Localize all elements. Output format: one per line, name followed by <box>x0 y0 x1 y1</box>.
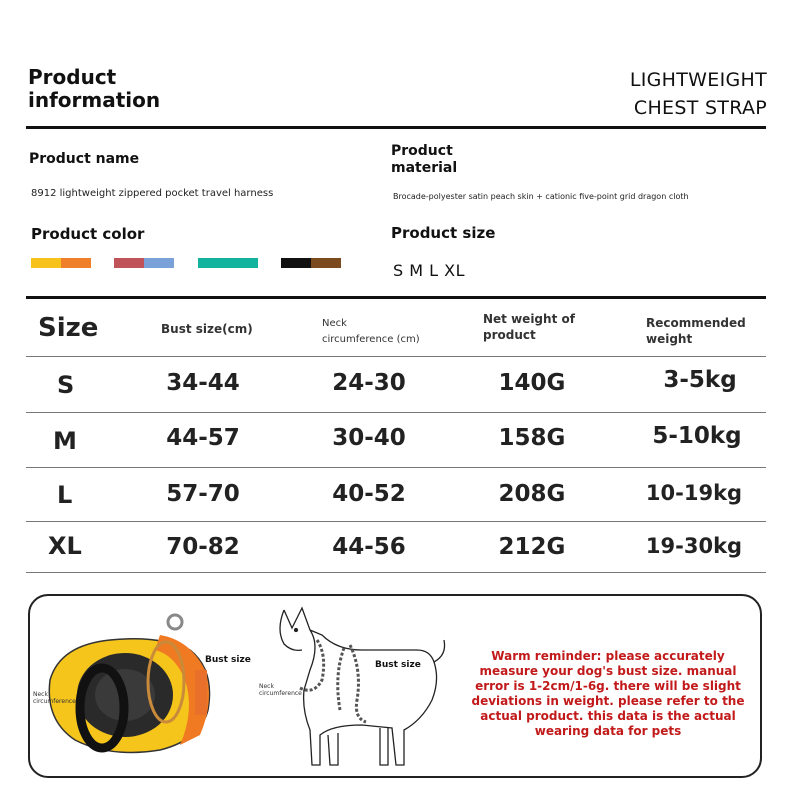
row-divider <box>26 356 766 357</box>
header-net-weight-line2: product <box>483 328 536 342</box>
swatch-blue <box>144 258 174 268</box>
table-row-recommended: 5-10kg <box>652 423 742 449</box>
tagline-line2: CHEST STRAP <box>633 97 767 119</box>
table-row-neck: 44-56 <box>332 534 406 560</box>
harness-neck-label-line2: circumference <box>33 698 76 705</box>
product-name-value: 8912 lightweight zippered pocket travel harness <box>31 188 274 199</box>
product-tagline <box>630 66 767 122</box>
color-swatch-4 <box>281 258 341 268</box>
header-recommended <box>646 315 746 347</box>
product-color-label: Product color <box>31 225 145 243</box>
header-neck-line2: circumference (cm) <box>322 334 420 345</box>
table-row-bust: 44-57 <box>166 425 240 451</box>
material-label-line1: Product <box>391 143 453 159</box>
header-net-weight <box>483 311 575 343</box>
product-material-label <box>391 143 457 177</box>
table-top-divider <box>26 296 766 299</box>
row-divider <box>26 412 766 413</box>
table-row-size: L <box>57 481 73 509</box>
header-bust: Bust size(cm) <box>161 322 253 336</box>
row-divider <box>26 521 766 522</box>
material-label-line2: material <box>391 160 458 176</box>
swatch-orange <box>61 258 91 268</box>
swatch-black <box>281 258 311 268</box>
table-row-neck: 30-40 <box>332 425 406 451</box>
header-recommended-line1: Recommended <box>646 316 746 330</box>
table-row-recommended: 3-5kg <box>663 367 737 393</box>
page-title-line1: Product <box>28 65 117 89</box>
header-divider <box>26 126 766 129</box>
swatch-teal-2 <box>228 258 258 268</box>
harness-illustration <box>40 610 230 760</box>
row-divider <box>26 572 766 573</box>
header-net-weight-line1: Net weight of <box>483 312 575 326</box>
table-row-size: S <box>57 371 75 399</box>
header-size: Size <box>38 313 99 343</box>
dog-neck-label-line2: circumference <box>259 690 302 697</box>
warm-reminder-text: Warm reminder: please accurately measure your dog's bust size. manual error is 1-2cm/1-6g. there will be slight deviations in weight. please refer to the actual product. this data is the actual wearing data for pets <box>471 649 745 738</box>
table-row-bust: 70-82 <box>166 534 240 560</box>
table-row-neck: 24-30 <box>332 370 406 396</box>
harness-neck-label-line1: Neck <box>33 691 48 698</box>
table-row-recommended: 19-30kg <box>645 534 743 558</box>
table-row-net-weight: 158G <box>498 425 566 451</box>
product-name-label: Product name <box>29 151 140 167</box>
row-divider <box>26 467 766 468</box>
harness-neck-label <box>33 691 76 705</box>
header-neck <box>322 316 420 348</box>
product-material-value: Brocade-polyester satin peach skin + cationic five-point grid dragon cloth <box>393 192 689 201</box>
page-title <box>28 66 160 112</box>
page-title-line2: information <box>28 88 161 112</box>
color-swatch-3 <box>198 258 258 268</box>
product-size-label: Product size <box>391 224 496 242</box>
tagline-line1: LIGHTWEIGHT <box>629 69 767 91</box>
table-row-size: M <box>53 427 77 455</box>
table-row-net-weight: 140G <box>498 370 566 396</box>
dog-neck-label <box>259 683 302 697</box>
swatch-brown <box>311 258 341 268</box>
table-row-recommended: 10-19kg <box>645 481 743 505</box>
product-size-value: S M L XL <box>393 261 466 280</box>
harness-bust-label: Bust size <box>205 655 251 665</box>
swatch-teal <box>198 258 228 268</box>
table-row-size: XL <box>48 532 82 560</box>
dog-neck-label-line1: Neck <box>259 683 274 690</box>
header-recommended-line2: weight <box>646 332 693 346</box>
dog-bust-label: Bust size <box>375 660 421 670</box>
header-neck-line1: Neck <box>322 318 347 329</box>
table-row-bust: 57-70 <box>166 481 240 507</box>
table-row-bust: 34-44 <box>166 370 240 396</box>
table-row-neck: 40-52 <box>332 481 406 507</box>
swatch-red <box>114 258 144 268</box>
color-swatch-2 <box>114 258 174 268</box>
swatch-yellow <box>31 258 61 268</box>
color-swatch-1 <box>31 258 91 268</box>
table-row-net-weight: 208G <box>498 481 566 507</box>
table-row-net-weight: 212G <box>498 534 566 560</box>
